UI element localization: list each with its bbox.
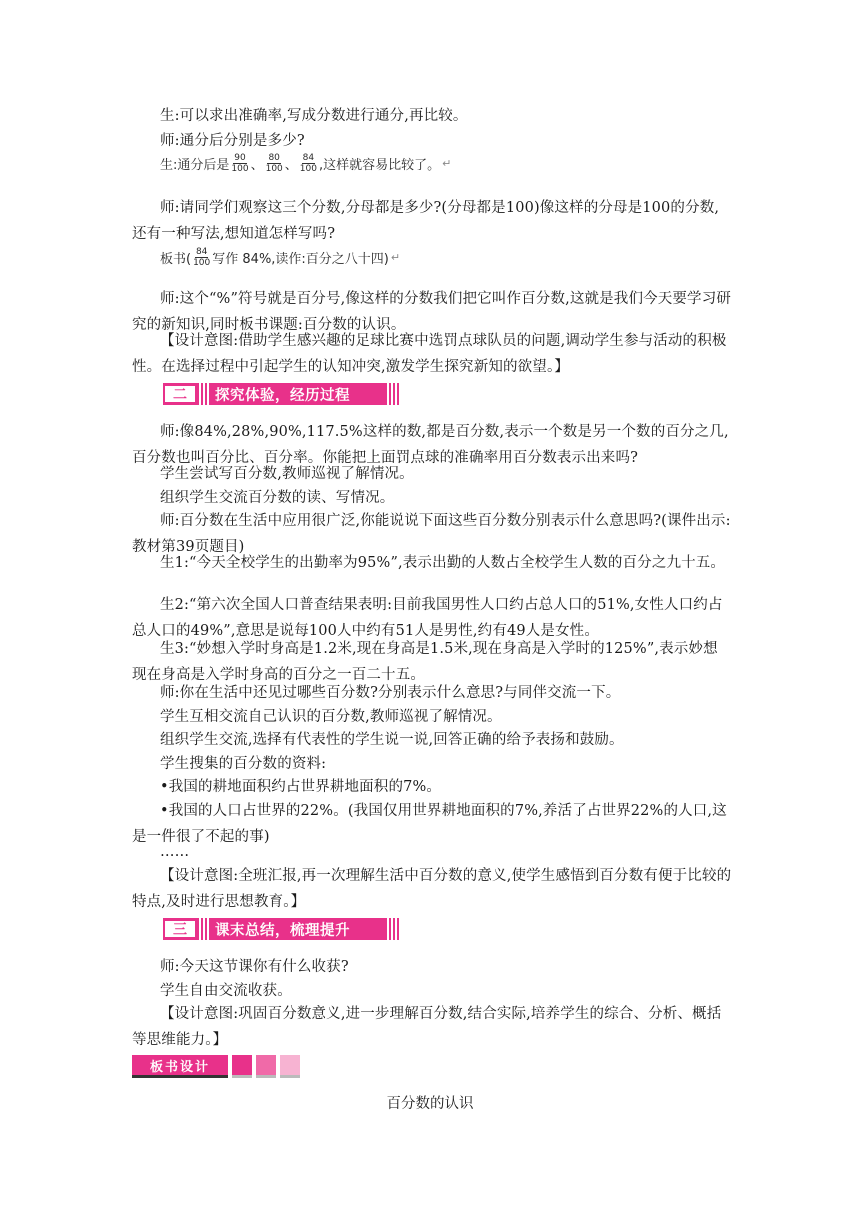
board-design-header [132, 1055, 300, 1078]
paragraph: 师:这个“%”符号就是百分号,像这样的分数我们把它叫作百分数,这就是我们今天要学习研究的新知识,同时板书课题:百分数的认识。 [132, 291, 732, 333]
section-number: 三 [165, 921, 195, 937]
stripe-decoration [199, 383, 209, 405]
paragraph: 生:可以求出准确率,写成分数进行通分,再比较。 [160, 108, 468, 124]
separator: 、 [250, 158, 264, 173]
section-number: 二 [165, 386, 195, 402]
paragraph: 生2:“第六次全国人口普查结果表明:目前我国男性人口约占总人口的51%,女性人口约占总人口的49%”,意思是说每100人中约有51人是男性,约有49人是女性。 [132, 597, 723, 639]
return-mark-icon: ↵ [390, 251, 401, 264]
design-intent-note: 【设计意图:全班汇报,再一次理解生活中百分数的意义,使学生感悟到百分数有便于比较的特点,及时进行思想教育。】 [132, 868, 732, 910]
paragraph: 生1:“今天全校学生的出勤率为95%”,表示出勤的人数占全校学生人数的百分之九十五。 [160, 555, 726, 571]
fraction-image-line [160, 153, 451, 174]
stripe-decoration [199, 918, 209, 940]
image-text: ,这样就容易比较了。 [318, 158, 441, 173]
stripe-decoration [387, 918, 397, 940]
paragraph: 师:今天这节课你有什么收获? [160, 959, 349, 975]
paragraph: 学生互相交流自己认识的百分数,教师巡视了解情况。 [160, 709, 502, 725]
design-intent-note: 【设计意图:借助学生感兴趣的足球比赛中选罚点球队员的问题,调动学生参与活动的积极性。在选择过程中引起学生的认知冲突,激发学生探究新知的欲望。】 [132, 333, 727, 375]
board-title: 百分数的认识 [386, 1096, 474, 1112]
paragraph: 师:通分后分别是多少? [160, 133, 305, 149]
decorative-square [256, 1055, 276, 1078]
decorative-square [232, 1055, 252, 1078]
image-text: 板书( [160, 252, 192, 267]
section-banner-2 [163, 383, 399, 405]
list-item: •我国的耕地面积约占世界耕地面积的7%。 [160, 779, 442, 795]
image-text: 写作 84%,读作:百分之八十四) [212, 252, 389, 267]
paragraph: 组织学生交流百分数的读、写情况。 [160, 490, 395, 506]
image-text: 生:通分后是 [160, 158, 230, 173]
design-intent-note: 【设计意图:巩固百分数意义,进一步理解百分数,结合实际,培养学生的综合、分析、概括等思维能力。】 [132, 1006, 722, 1048]
paragraph: 师:百分数在生活中应用很广泛,你能说说下面这些百分数分别表示什么意思吗?(课件出示:教材第39页题目) [132, 513, 731, 555]
paragraph: 学生搜集的百分数的资料: [160, 756, 327, 772]
ellipsis: …… [160, 844, 190, 860]
stripe-decoration [387, 383, 397, 405]
fraction: $\frac{84}{100}$ [193, 247, 211, 268]
paragraph: 生3:“妙想入学时身高是1.2米,现在身高是1.5米,现在身高是入学时的125%”,表示妙想现在身高是入学时身高的百分之一百二十五。 [132, 641, 718, 683]
section-title: 探究体验，经历过程 [215, 387, 350, 404]
list-item: •我国的人口占世界的22%。(我国仅用世界耕地面积的7%,养活了占世界22%的人口,这是一件很了不起的事) [132, 803, 727, 845]
paragraph: 师:请同学们观察这三个分数,分母都是多少?(分母都是100)像这样的分母是100的分数,还有一种写法,想知道怎样写吗? [132, 200, 720, 242]
paragraph: 师:像84%,28%,90%,117.5%这样的数,都是百分数,表示一个数是另一个数的百分之几,百分数也叫百分比、百分率。你能把上面罚点球的准确率用百分数表示出来吗? [132, 424, 729, 466]
board-design-label: 板书设计 [132, 1055, 228, 1078]
decorative-square [280, 1055, 300, 1078]
section-banner-3 [163, 918, 399, 940]
paragraph: 学生尝试写百分数,教师巡视了解情况。 [160, 466, 414, 482]
return-mark-icon: ↵ [442, 157, 452, 170]
separator: 、 [284, 158, 298, 173]
section-title: 课末总结，梳理提升 [215, 922, 350, 939]
fraction: $\frac{80}{100}$ [265, 153, 283, 174]
fraction: $\frac{90}{100}$ [231, 153, 249, 174]
paragraph: 学生自由交流收获。 [160, 983, 292, 999]
board-writing-image-line [160, 247, 400, 268]
fraction: $\frac{84}{100}$ [299, 153, 317, 174]
paragraph: 组织学生交流,选择有代表性的学生说一说,回答正确的给予表扬和鼓励。 [160, 732, 624, 748]
paragraph: 师:你在生活中还见过哪些百分数?分别表示什么意思?与同伴交流一下。 [160, 685, 621, 701]
